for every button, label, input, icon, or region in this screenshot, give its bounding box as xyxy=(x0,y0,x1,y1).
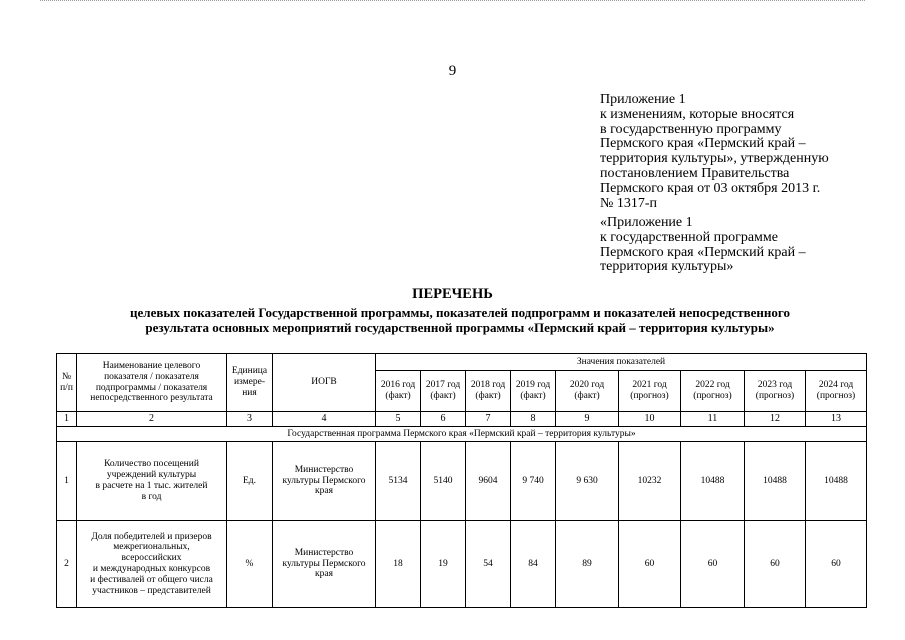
indicator-value: 9604 xyxy=(466,442,511,521)
year-label: 2020 год xyxy=(569,380,605,391)
indicator-name-line: Количество посещений xyxy=(104,459,199,470)
year-kind: (прогноз) xyxy=(630,391,669,401)
document-subtitle xyxy=(30,306,890,335)
appendix-amendment-note xyxy=(600,93,880,211)
indicator-unit: % xyxy=(227,521,273,608)
indicator-name-line: в расчете на 1 тыс. жителей xyxy=(95,481,208,491)
header-year xyxy=(421,371,466,412)
column-number: 11 xyxy=(681,412,745,427)
program-section-row xyxy=(57,427,867,442)
indicator-name-line: межрегиональных, xyxy=(113,542,190,553)
indicator-value: 60 xyxy=(619,521,681,608)
column-number: 13 xyxy=(806,412,867,427)
column-number: 3 xyxy=(227,412,273,427)
year-kind: (прогноз) xyxy=(755,391,795,401)
table-row xyxy=(57,521,867,608)
row-number: 1 xyxy=(57,442,77,521)
header-year xyxy=(681,371,745,412)
indicator-value: 19 xyxy=(421,521,466,608)
indicator-value: 5140 xyxy=(421,442,466,521)
appendix-line: № 1317-п xyxy=(600,195,658,211)
header-unit-line: Единица xyxy=(231,366,268,377)
iogv-line: Министерство xyxy=(294,464,354,475)
indicator-name-line: всероссийских xyxy=(121,553,182,564)
appendix-line: в государственную программу xyxy=(600,121,782,137)
column-number: 8 xyxy=(511,412,556,427)
page-number: 9 xyxy=(448,63,457,79)
indicator-value: 5134 xyxy=(376,442,421,521)
header-unit xyxy=(227,354,273,412)
year-label: 2018 год xyxy=(470,380,506,391)
column-number: 9 xyxy=(556,412,619,427)
subtitle-line: целевых показателей Государственной программы, показателей подпрограмм и показателей непосредственного xyxy=(130,305,790,320)
header-name-line: Наименование целевого xyxy=(102,360,201,371)
header-unit-line: измере- xyxy=(233,377,266,388)
document-title: ПЕРЕЧЕНЬ xyxy=(412,286,493,302)
indicator-name-line: участников – представителей xyxy=(92,585,211,596)
indicator-name-line: и фестивалей от общего числа xyxy=(90,574,213,585)
iogv-line: Министерство xyxy=(294,547,354,558)
year-label: 2019 год xyxy=(515,380,551,391)
year-label: 2021 год xyxy=(632,380,667,391)
indicator-unit: Ед. xyxy=(227,442,273,521)
header-num-line: № xyxy=(61,371,72,382)
header-iogv: ИОГВ xyxy=(273,354,376,412)
year-label: 2024 год xyxy=(818,380,854,391)
indicator-iogv xyxy=(273,442,376,521)
appendix-line: Пермского края от 03 октября 2013 г. xyxy=(600,180,821,196)
year-kind: (прогноз) xyxy=(693,391,732,401)
subtitle-line: результата основных мероприятий государственной программы «Пермский край – территория культуры» xyxy=(145,319,775,335)
column-number: 10 xyxy=(619,412,681,427)
row-number: 2 xyxy=(57,521,77,608)
indicator-name-line: учреждений культуры xyxy=(106,470,197,481)
header-values-group: Значения показателей xyxy=(376,354,867,371)
appendix-program-note xyxy=(600,216,880,275)
indicator-name xyxy=(77,442,227,521)
appendix-line: Пермского края «Пермский край – xyxy=(600,244,806,260)
table-row xyxy=(57,442,867,521)
header-name xyxy=(77,354,227,412)
header-year xyxy=(745,371,806,412)
column-number: 5 xyxy=(376,412,421,427)
year-kind: (прогноз) xyxy=(816,391,856,401)
column-number: 6 xyxy=(421,412,466,427)
indicator-name-line: Доля победителей и призеров xyxy=(91,531,212,542)
appendix-line: территория культуры», утвержденную xyxy=(600,151,829,167)
indicator-value: 10488 xyxy=(681,442,745,521)
appendix-line: к государственной программе xyxy=(600,229,778,245)
year-kind: (факт) xyxy=(475,391,501,401)
header-year xyxy=(466,371,511,412)
year-kind: (факт) xyxy=(385,391,411,401)
appendix-line: к изменениям, которые вносятся xyxy=(600,106,795,122)
iogv-line: культуры Пермского xyxy=(282,558,366,569)
iogv-line: культуры Пермского xyxy=(282,475,366,486)
table-header-row xyxy=(57,354,867,371)
iogv-line: края xyxy=(315,569,333,580)
appendix-line: Приложение 1 xyxy=(600,92,686,107)
year-label: 2017 год xyxy=(425,380,461,391)
year-kind: (факт) xyxy=(430,391,456,401)
appendix-line: Пермского края «Пермский край – xyxy=(600,136,806,152)
indicator-value: 10488 xyxy=(806,442,867,521)
header-year xyxy=(511,371,556,412)
column-number: 2 xyxy=(77,412,227,427)
header-num-line: п/п xyxy=(60,382,73,393)
appendix-line: «Приложение 1 xyxy=(600,215,693,230)
column-number: 4 xyxy=(273,412,376,427)
header-num xyxy=(57,354,77,412)
header-year xyxy=(806,371,867,412)
indicator-name-line: и международных конкурсов xyxy=(92,564,211,574)
indicator-iogv xyxy=(273,521,376,608)
iogv-line: края xyxy=(315,486,333,497)
indicator-value: 9 740 xyxy=(511,442,556,521)
indicators-table xyxy=(56,353,867,608)
indicator-value: 10488 xyxy=(745,442,806,521)
column-number-row xyxy=(57,412,867,427)
indicator-value: 10232 xyxy=(619,442,681,521)
top-edge-rule xyxy=(40,0,865,2)
year-label: 2016 год xyxy=(380,380,416,391)
column-number: 12 xyxy=(745,412,806,427)
indicator-value: 84 xyxy=(511,521,556,608)
header-year xyxy=(556,371,619,412)
header-year xyxy=(619,371,681,412)
indicator-value: 60 xyxy=(745,521,806,608)
appendix-line: постановлением Правительства xyxy=(600,165,790,181)
year-label: 2022 год xyxy=(695,380,730,391)
header-name-line: подпрограммы / показателя xyxy=(95,382,208,393)
year-kind: (факт) xyxy=(520,391,546,401)
indicator-value: 60 xyxy=(806,521,867,608)
program-section-title: Государственная программа Пермского края «Пермский край – территория культуры» xyxy=(57,427,867,442)
appendix-line: территория культуры» xyxy=(600,259,734,275)
header-unit-line: ния xyxy=(242,387,257,398)
indicator-value: 89 xyxy=(556,521,619,608)
header-year xyxy=(376,371,421,412)
indicator-value: 18 xyxy=(376,521,421,608)
header-name-line: непосредственного результата xyxy=(90,393,213,404)
year-kind: (факт) xyxy=(574,391,600,401)
indicator-name xyxy=(77,521,227,608)
indicator-value: 54 xyxy=(466,521,511,608)
column-number: 7 xyxy=(466,412,511,427)
indicator-value: 9 630 xyxy=(556,442,619,521)
indicator-value: 60 xyxy=(681,521,745,608)
header-name-line: показателя / показателя xyxy=(104,371,199,382)
indicator-name-line: в год xyxy=(141,491,162,502)
column-number: 1 xyxy=(57,412,77,427)
year-label: 2023 год xyxy=(757,380,793,391)
